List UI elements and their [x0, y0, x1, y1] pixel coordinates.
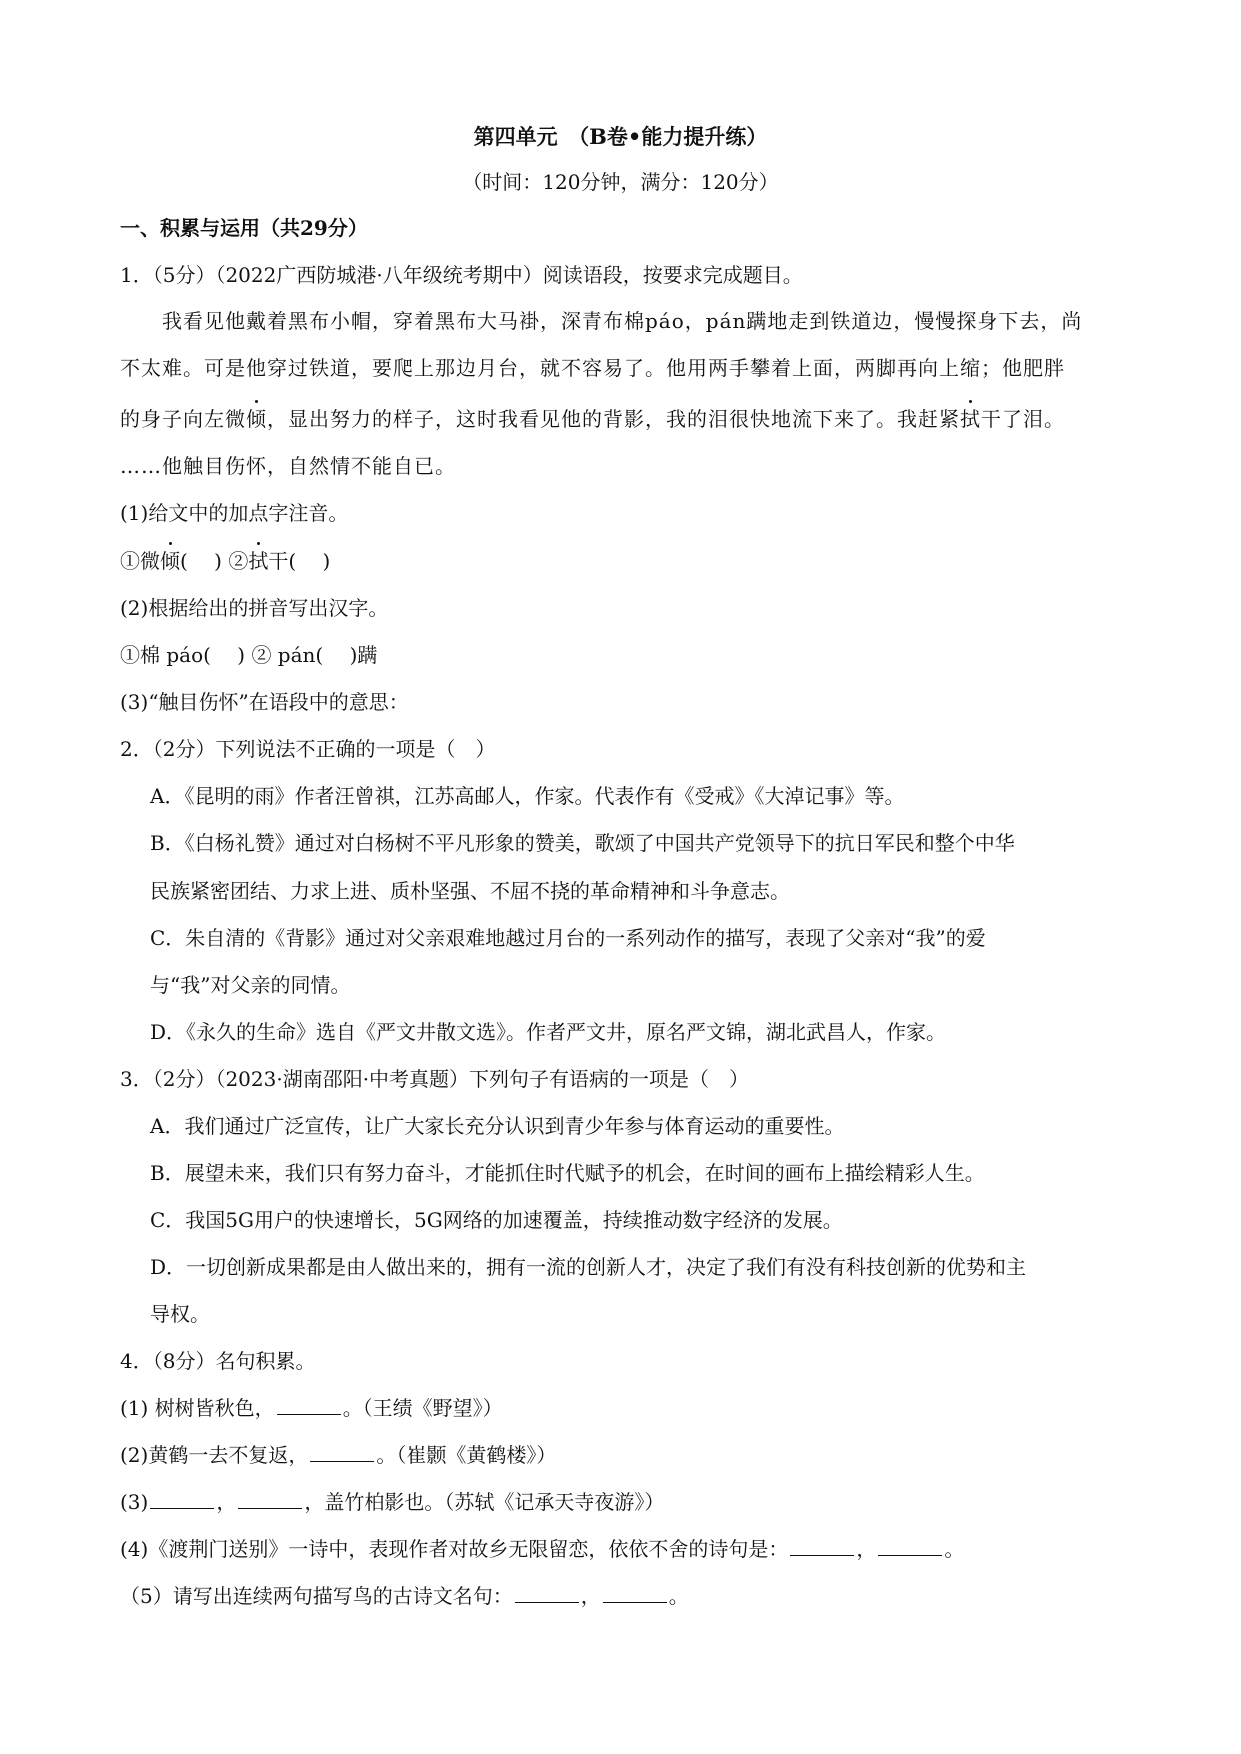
q3-option-c[interactable]: C．我国5G用户的快速增长，5G网络的加速覆盖，持续推动数字经济的发展。 — [150, 1208, 843, 1232]
q3-option-a[interactable]: A．我们通过广泛宣传，让广大家长充分认识到青少年参与体育运动的重要性。 — [150, 1114, 845, 1138]
item-text: ， — [856, 1537, 877, 1561]
passage-text: 的身子向左微 — [120, 407, 246, 431]
q3-option-d-cont: 导权。 — [150, 1302, 210, 1326]
page-subtitle: （时间：120分钟，满分：120分） — [462, 170, 779, 194]
item-text: ，盖竹柏影也。（苏轼《记承天寺夜游》） — [304, 1490, 665, 1514]
fill-blank[interactable] — [150, 1490, 214, 1509]
q2-option-b-cont: 民族紧密团结、力求上进、质朴坚强、不屈不挠的革命精神和斗争意志。 — [150, 879, 790, 903]
q1-passage-line2: 不太难。可是他穿过铁道，要爬上那边月台，就不容易了。他用两手攀着上面，两脚再向上缩；他肥胖 — [120, 356, 1065, 380]
q2-option-a[interactable]: A．《昆明的雨》作者汪曾祺，江苏高邮人，作家。代表作有《受戒》《大淖记事》等。 — [150, 784, 905, 808]
q3-stem: 3．（2分）（2023·湖南邵阳·中考真题）下列句子有语病的一项是（ ） — [120, 1067, 750, 1091]
fill-blank[interactable] — [790, 1537, 854, 1556]
q1-passage-line3 — [120, 404, 1065, 434]
fill-blank[interactable] — [277, 1396, 341, 1415]
q2-option-b[interactable]: B．《白杨礼赞》通过对白杨树不平凡形象的赞美，歌颂了中国共产党领导下的抗日军民和整个中华 — [150, 831, 1015, 855]
q3-option-d[interactable]: D．一切创新成果都是由人做出来的，拥有一流的创新人才，决定了我们有没有科技创新的优势和主 — [150, 1255, 1027, 1279]
q1-passage-line1: 我看见他戴着黑布小帽，穿着黑布大马褂，深青布棉páo，pán蹒地走到铁道边，慢慢探身下去，尚 — [162, 309, 1083, 333]
q1-sub2: (2)根据给出的拼音写出汉字。 — [120, 596, 389, 620]
passage-text: 干了泪。 — [981, 407, 1065, 431]
item-text: 。（王绩《野望》） — [342, 1396, 503, 1420]
item-text: (3) — [120, 1490, 149, 1514]
item-text: ， — [580, 1584, 601, 1608]
q1-sub1: (1)给文中的加点字注音。 — [120, 501, 349, 525]
item-text: ①微 — [120, 549, 160, 573]
dotted-char-shi: 拭 — [960, 404, 981, 434]
item-text: 。 — [668, 1584, 689, 1608]
item-text: (2)黄鹤一去不复返， — [120, 1443, 309, 1467]
q1-stem: 1．（5分）（2022广西防城港·八年级统考期中）阅读语段，按要求完成题目。 — [120, 263, 803, 287]
answer-slot[interactable]: ( ) ② — [180, 549, 249, 573]
q1-sub1-items — [120, 546, 330, 576]
q4-item3 — [120, 1487, 664, 1517]
item-text: (4)《渡荆门送别》一诗中，表现作者对故乡无限留恋，依依不舍的诗句是： — [120, 1537, 789, 1561]
fill-blank[interactable] — [515, 1584, 579, 1603]
fill-blank[interactable] — [603, 1584, 667, 1603]
dotted-char-shi: 拭 — [248, 546, 268, 576]
fill-blank[interactable] — [878, 1537, 942, 1556]
q2-option-c[interactable]: C．朱自清的《背影》通过对父亲艰难地越过月台的一系列动作的描写，表现了父亲对“我”的爱 — [150, 926, 986, 950]
q1-passage-line4: ……他触目伤怀，自然情不能自已。 — [120, 454, 456, 478]
item-text: 。 — [944, 1537, 965, 1561]
dotted-char-qing: 倾 — [246, 404, 267, 434]
q2-stem: 2．（2分）下列说法不正确的一项是（ ） — [120, 737, 496, 761]
page-title: 第四单元 （B卷•能力提升练） — [473, 124, 768, 149]
q2-option-c-cont: 与“我”对父亲的同情。 — [150, 973, 351, 997]
q4-item4 — [120, 1534, 964, 1564]
q2-option-d[interactable]: D．《永久的生命》选自《严文井散文选》。作者严文井，原名严文锦，湖北武昌人，作家。 — [150, 1020, 947, 1044]
item-text: ， — [216, 1490, 237, 1514]
item-text: (1) 树树皆秋色， — [120, 1396, 275, 1420]
passage-text: ，显出努力的样子，这时我看见他的背影，我的泪很快地流下来了。我赶紧 — [267, 407, 960, 431]
section-heading: 一、积累与运用（共29分） — [120, 216, 368, 240]
q1-sub2-items[interactable]: ①棉 páo( ) ② pán( )蹒 — [120, 643, 378, 667]
q3-option-b[interactable]: B．展望未来，我们只有努力奋斗，才能抓住时代赋予的机会，在时间的画布上描绘精彩人生。 — [150, 1161, 985, 1185]
q4-stem: 4．（8分）名句积累。 — [120, 1349, 316, 1373]
q1-sub3[interactable]: (3)“触目伤怀”在语段中的意思： — [120, 690, 409, 714]
fill-blank[interactable] — [310, 1443, 374, 1462]
q4-item2 — [120, 1440, 556, 1470]
item-text: 。（崔颢《黄鹤楼》） — [376, 1443, 557, 1467]
dotted-char-qing: 倾 — [160, 546, 180, 576]
fill-blank[interactable] — [238, 1490, 302, 1509]
q4-item1 — [120, 1393, 503, 1423]
q4-item5 — [120, 1581, 689, 1611]
item-text: （5）请写出连续两句描写鸟的古诗文名句： — [120, 1584, 513, 1608]
answer-slot[interactable]: 干( ) — [268, 549, 331, 573]
